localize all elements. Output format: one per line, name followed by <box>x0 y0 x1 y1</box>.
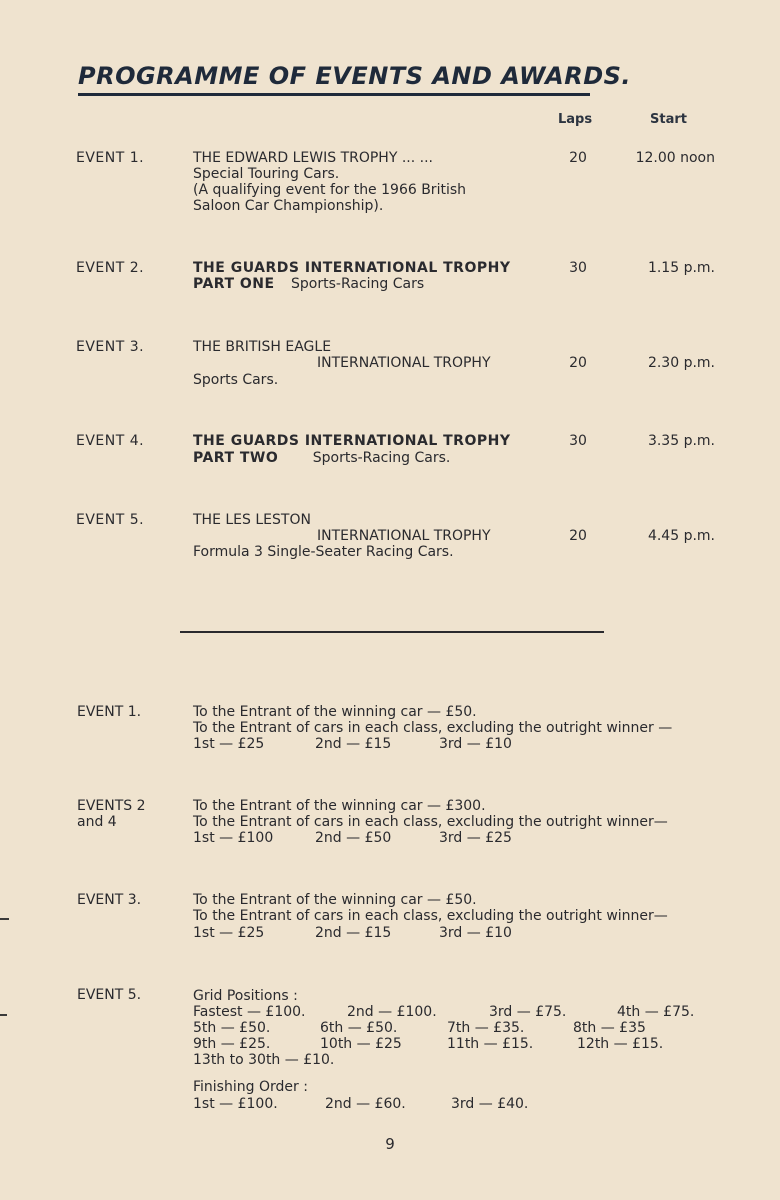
award-2-label: EVENTS 2 <box>77 798 146 814</box>
grid-8th: 8th — £35 <box>573 1020 646 1036</box>
award-1-label: EVENT 1. <box>77 704 142 720</box>
grid-2nd: 2nd — £100. <box>347 1004 437 1020</box>
award-2-places <box>193 830 723 846</box>
event-5-title: THE LES LESTON <box>193 512 311 528</box>
event-2-laps: 30 <box>569 260 587 276</box>
section-divider <box>180 631 604 633</box>
grid-7th: 7th — £35. <box>447 1020 525 1036</box>
finishing-order-heading: Finishing Order : <box>193 1079 308 1095</box>
event-3-laps: 20 <box>569 355 587 371</box>
award-1-place-3: 3rd — £10 <box>439 736 512 752</box>
grid-row-3 <box>193 1036 723 1052</box>
grid-fastest: Fastest — £100. <box>193 1004 306 1020</box>
event-1-line-4: Saloon Car Championship). <box>193 198 384 214</box>
award-3-place-1: 1st — £25 <box>193 925 265 941</box>
margin-mark <box>0 1014 7 1016</box>
event-5-laps: 20 <box>569 528 587 544</box>
event-2-class: Sports-Racing Cars <box>291 276 425 292</box>
start-column-header: Start <box>650 112 687 127</box>
event-5-line-3: Formula 3 Single-Seater Racing Cars. <box>193 544 454 560</box>
grid-4th: 4th — £75. <box>617 1004 695 1020</box>
event-3-start: 2.30 p.m. <box>647 355 715 371</box>
award-2-place-2: 2nd — £50 <box>315 830 392 846</box>
grid-6th: 6th — £50. <box>320 1020 398 1036</box>
award-2-place-3: 3rd — £25 <box>439 830 512 846</box>
event-4-title: THE GUARDS INTERNATIONAL TROPHY <box>193 433 511 449</box>
event-1-line-2: Special Touring Cars. <box>193 166 340 182</box>
award-2-line-1: To the Entrant of the winning car — £300. <box>193 798 486 814</box>
event-5-label: EVENT 5. <box>76 512 145 528</box>
finish-1st: 1st — £100. <box>193 1096 278 1112</box>
award-1-place-1: 1st — £25 <box>193 736 265 752</box>
event-5-start: 4.45 p.m. <box>647 528 715 544</box>
margin-mark <box>0 918 9 920</box>
award-1-line-2: To the Entrant of cars in each class, excluding the outright winner — <box>193 720 673 736</box>
event-2-line-2 <box>193 276 424 292</box>
award-3-label: EVENT 3. <box>77 892 142 908</box>
event-2-start: 1.15 p.m. <box>647 260 715 276</box>
award-3-line-1: To the Entrant of the winning car — £50. <box>193 892 477 908</box>
page-title: PROGRAMME OF EVENTS AND AWARDS. <box>78 62 590 96</box>
event-3-title: THE BRITISH EAGLE <box>193 339 332 355</box>
award-1-places <box>193 736 723 752</box>
event-3-line-2: INTERNATIONAL TROPHY <box>317 355 491 371</box>
laps-column-header: Laps <box>558 112 593 127</box>
event-4-label: EVENT 4. <box>76 433 145 449</box>
event-1-label: EVENT 1. <box>76 150 145 166</box>
award-3-places <box>193 925 723 941</box>
grid-5th: 5th — £50. <box>193 1020 271 1036</box>
event-3-line-3: Sports Cars. <box>193 372 279 388</box>
event-4-class: Sports-Racing Cars. <box>312 450 451 466</box>
finishing-order-row <box>193 1096 723 1112</box>
finish-3rd: 3rd — £40. <box>451 1096 529 1112</box>
award-3-place-3: 3rd — £10 <box>439 925 512 941</box>
award-5-label: EVENT 5. <box>77 987 142 1003</box>
award-1-line-1: To the Entrant of the winning car — £50. <box>193 704 477 720</box>
award-2-label-cont: and 4 <box>77 814 117 830</box>
event-1-title: THE EDWARD LEWIS TROPHY ... ... <box>193 150 433 166</box>
event-2-label: EVENT 2. <box>76 260 145 276</box>
grid-10th: 10th — £25 <box>320 1036 402 1052</box>
award-2-line-2: To the Entrant of cars in each class, excluding the outright winner— <box>193 814 668 830</box>
grid-row-1 <box>193 1004 723 1020</box>
event-5-line-2: INTERNATIONAL TROPHY <box>317 528 491 544</box>
event-4-start: 3.35 p.m. <box>647 433 715 449</box>
grid-row-4: 13th to 30th — £10. <box>193 1052 335 1068</box>
event-3-label: EVENT 3. <box>76 339 145 355</box>
event-1-start: 12.00 noon <box>635 150 715 166</box>
grid-12th: 12th — £15. <box>577 1036 664 1052</box>
event-4-part: PART TWO <box>193 450 279 466</box>
award-2-place-1: 1st — £100 <box>193 830 274 846</box>
event-4-laps: 30 <box>569 433 587 449</box>
grid-positions-heading: Grid Positions : <box>193 988 298 1004</box>
grid-row-2 <box>193 1020 723 1036</box>
award-1-place-2: 2nd — £15 <box>315 736 392 752</box>
grid-3rd: 3rd — £75. <box>489 1004 567 1020</box>
page-number: 9 <box>385 1135 395 1153</box>
award-3-place-2: 2nd — £15 <box>315 925 392 941</box>
event-1-line-3: (A qualifying event for the 1966 British <box>193 182 466 198</box>
award-3-line-2: To the Entrant of cars in each class, excluding the outright winner— <box>193 908 668 924</box>
event-2-title: THE GUARDS INTERNATIONAL TROPHY <box>193 260 511 276</box>
event-1-laps: 20 <box>569 150 587 166</box>
finish-2nd: 2nd — £60. <box>325 1096 406 1112</box>
event-2-part: PART ONE <box>193 276 275 292</box>
event-4-line-2 <box>193 450 450 466</box>
grid-11th: 11th — £15. <box>447 1036 534 1052</box>
grid-9th: 9th — £25. <box>193 1036 271 1052</box>
